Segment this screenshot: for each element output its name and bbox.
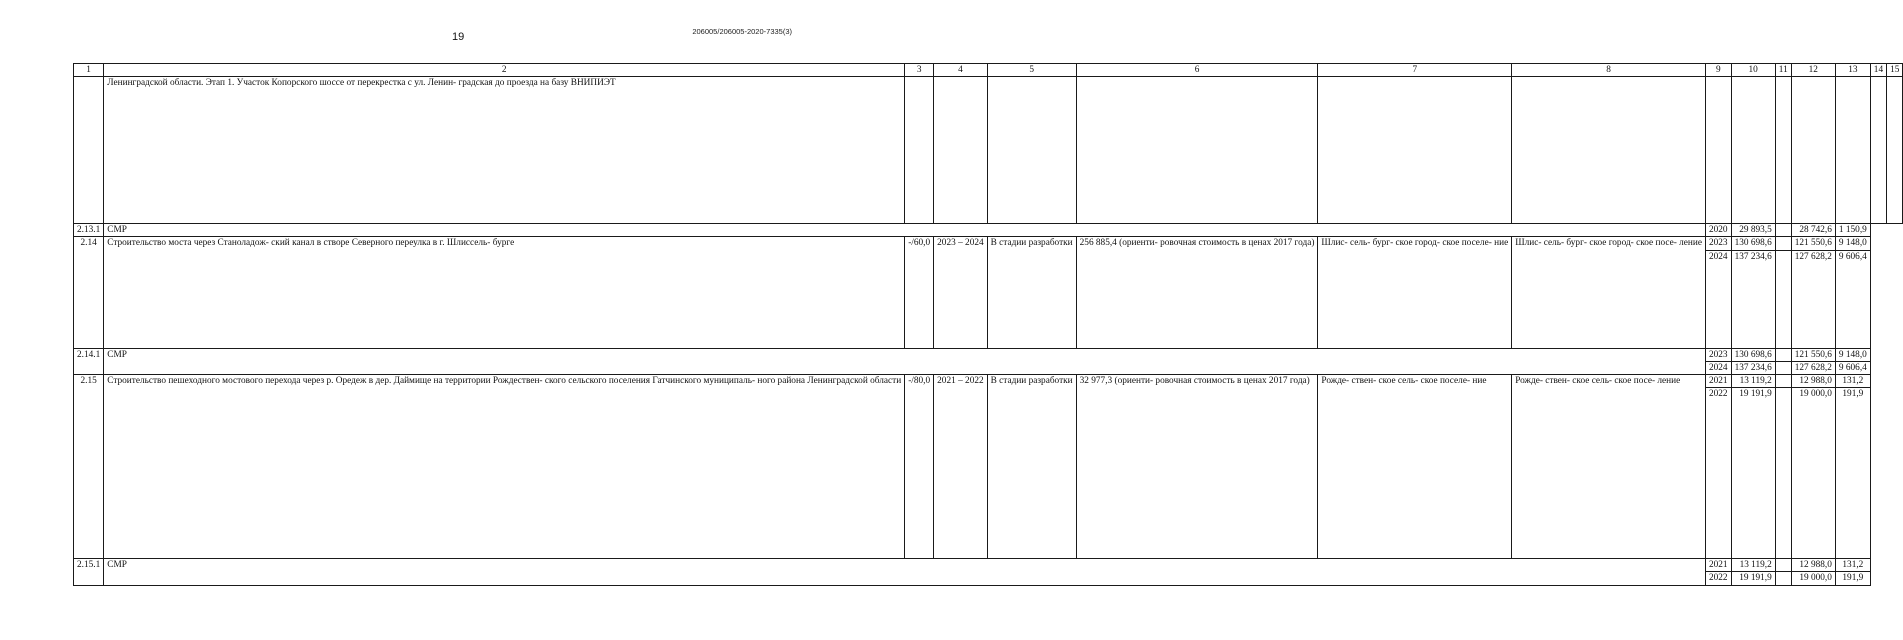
total-cell: 13 119,2 xyxy=(1731,559,1775,572)
status-cell: В стадии разработки xyxy=(987,375,1076,559)
total-cell: 130 698,6 xyxy=(1731,348,1775,361)
year-cell: 2020 xyxy=(1705,224,1731,237)
table-row xyxy=(74,77,1903,224)
budget-table xyxy=(73,63,1903,586)
row-label: СМР xyxy=(104,224,1706,237)
total-cell: 29 893,5 xyxy=(1731,224,1775,237)
column-header: 5 xyxy=(987,64,1076,77)
year-cell: 2021 xyxy=(1705,559,1731,572)
col13-cell: 191,9 xyxy=(1835,388,1870,559)
column-header: 12 xyxy=(1791,64,1835,77)
year-cell: 2022 xyxy=(1705,572,1731,585)
column-header: 10 xyxy=(1731,64,1775,77)
col13-cell: 1 150,9 xyxy=(1835,224,1870,237)
col12-cell: 121 550,6 xyxy=(1791,237,1835,250)
location-cell: Шлис- сель- бург- ское город- ское поселе- ние xyxy=(1318,237,1512,348)
col13-cell: 9 148,0 xyxy=(1835,237,1870,250)
row-number: 2.14 xyxy=(74,237,104,348)
period-cell: 2021 – 2022 xyxy=(934,375,987,559)
year-cell: 2023 xyxy=(1705,348,1731,361)
capacity-cell: -/80,0 xyxy=(905,375,934,559)
col12-cell: 127 628,2 xyxy=(1791,250,1835,348)
col13-cell: 9 606,4 xyxy=(1835,250,1870,348)
customer-cell: Шлис- сель- бург- ское город- ское посе- ление xyxy=(1512,237,1706,348)
table-row xyxy=(74,375,1903,388)
column-header: 4 xyxy=(934,64,987,77)
total-cell: 19 191,9 xyxy=(1731,388,1775,559)
total-cell: 13 119,2 xyxy=(1731,375,1775,388)
column-header: 11 xyxy=(1775,64,1791,77)
column-header: 8 xyxy=(1512,64,1706,77)
table-row xyxy=(74,348,1903,361)
customer-cell: Рожде- ствен- ское сель- ское посе- ление xyxy=(1512,375,1706,559)
total-cell: 130 698,6 xyxy=(1731,237,1775,250)
row-number: 2.15.1 xyxy=(74,559,104,585)
col12-cell: 19 000,0 xyxy=(1791,388,1835,559)
column-header: 3 xyxy=(905,64,934,77)
column-header: 14 xyxy=(1870,64,1886,77)
cell xyxy=(74,77,104,224)
cost-cell: 256 885,4 (ориенти- ровочная стоимость в ценах 2017 года) xyxy=(1076,237,1318,348)
location-cell: Рожде- ствен- ское сель- ское поселе- ние xyxy=(1318,375,1512,559)
col12-cell: 127 628,2 xyxy=(1791,361,1835,374)
column-header: 2 xyxy=(104,64,905,77)
year-cell: 2021 xyxy=(1705,375,1731,388)
col13-cell: 9 606,4 xyxy=(1835,361,1870,374)
document-id: 206005/206005-2020-7335(3) xyxy=(692,27,792,36)
period-cell: 2023 – 2024 xyxy=(934,237,987,348)
year-cell: 2024 xyxy=(1705,250,1731,348)
year-cell: 2024 xyxy=(1705,361,1731,374)
table-row xyxy=(74,224,1903,237)
row-number: 2.13.1 xyxy=(74,224,104,237)
row-label: СМР xyxy=(104,559,1706,585)
object-name-cell: Строительство моста через Станоладож- ский канал в створе Северного переулка в г. Шлиссель- бурге xyxy=(104,237,905,348)
column-header: 13 xyxy=(1835,64,1870,77)
page-number: 19 xyxy=(452,31,465,43)
column-number-row xyxy=(74,64,1903,77)
object-name-cell: Ленинградской области. Этап 1. Участок Копорского шоссе от перекрестка с ул. Ленин- градская до проезда на базу ВНИПИЭТ xyxy=(104,77,905,224)
row-label: СМР xyxy=(104,348,1706,374)
total-cell: 137 234,6 xyxy=(1731,250,1775,348)
row-number: 2.15 xyxy=(74,375,104,559)
col12-cell: 28 742,6 xyxy=(1791,224,1835,237)
col12-cell: 12 988,0 xyxy=(1791,375,1835,388)
col13-cell: 191,9 xyxy=(1835,572,1870,585)
col12-cell: 121 550,6 xyxy=(1791,348,1835,361)
column-header: 7 xyxy=(1318,64,1512,77)
year-cell: 2022 xyxy=(1705,388,1731,559)
year-cell: 2023 xyxy=(1705,237,1731,250)
total-cell: 19 191,9 xyxy=(1731,572,1775,585)
column-header: 9 xyxy=(1705,64,1731,77)
column-header: 6 xyxy=(1076,64,1318,77)
status-cell: В стадии разработки xyxy=(987,237,1076,348)
column-header: 1 xyxy=(74,64,104,77)
capacity-cell: -/60,0 xyxy=(905,237,934,348)
col13-cell: 131,2 xyxy=(1835,375,1870,388)
object-name-cell: Строительство пешеходного мостового перехода через р. Оредеж в дер. Даймище на территории Рождествен- ского сельского поселения Гатчинского муниципаль- ного района Ленинградской области xyxy=(104,375,905,559)
col12-cell: 19 000,0 xyxy=(1791,572,1835,585)
col13-cell: 131,2 xyxy=(1835,559,1870,572)
column-header: 15 xyxy=(1887,64,1903,77)
cost-cell: 32 977,3 (ориенти- ровочная стоимость в ценах 2017 года) xyxy=(1076,375,1318,559)
col12-cell: 12 988,0 xyxy=(1791,559,1835,572)
row-number: 2.14.1 xyxy=(74,348,104,374)
table-row xyxy=(74,237,1903,250)
col13-cell: 9 148,0 xyxy=(1835,348,1870,361)
table-row xyxy=(74,559,1903,572)
total-cell: 137 234,6 xyxy=(1731,361,1775,374)
